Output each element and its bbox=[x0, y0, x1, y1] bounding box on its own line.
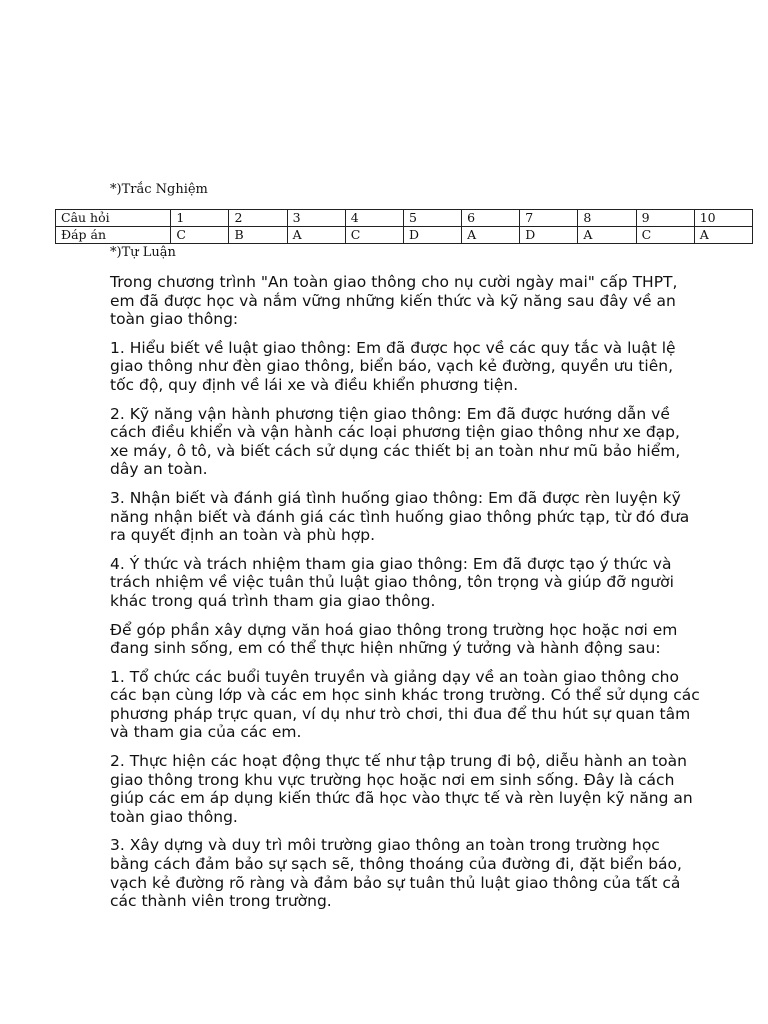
answer-letter: A bbox=[287, 227, 345, 244]
knowledge-item-3: 3. Nhận biết và đánh giá tình huống giao thông: Em đã được rèn luyện kỹ năng nhận biết và đánh giá các tình huống giao thông phức tạp, từ đó đưa ra quyết định an toàn và phù hợp. bbox=[110, 488, 690, 545]
question-number: 6 bbox=[462, 210, 520, 227]
question-number: 7 bbox=[520, 210, 578, 227]
row-label-cau-hoi: Câu hỏi bbox=[56, 210, 171, 227]
answer-letter: C bbox=[636, 227, 694, 244]
knowledge-item-2: 2. Kỹ năng vận hành phương tiện giao thông: Em đã được hướng dẫn về cách điều khiển và vận hành các loại phương tiện giao thông như xe đạp, xe máy, ô tô, và biết cách sử dụng các thiết bị an toàn như mũ bảo hiểm, dây an toàn. bbox=[110, 404, 681, 479]
question-number: 3 bbox=[287, 210, 345, 227]
question-number: 10 bbox=[694, 210, 752, 227]
action-item-2: 2. Thực hiện các hoạt động thực tế như tập trung đi bộ, diễu hành an toàn giao thông trong khu vực trường học hoặc nơi em sinh sống. Đây là cách giúp các em áp dụng kiến thức đã học vào thực tế và rèn luyện kỹ năng an toàn giao thông. bbox=[110, 752, 693, 826]
trac-nghiem-heading: *)Trắc Nghiệm bbox=[110, 182, 208, 197]
question-number: 4 bbox=[345, 210, 403, 227]
answer-letter: A bbox=[462, 227, 520, 244]
knowledge-item-4: 4. Ý thức và trách nhiệm tham gia giao thông: Em đã được tạo ý thức và trách nhiệm về việc tuân thủ luật giao thông, tôn trọng và giúp đỡ người khác trong quá trình tham gia giao thông. bbox=[110, 554, 674, 610]
question-number: 9 bbox=[636, 210, 694, 227]
culture-intro-paragraph: Để góp phần xây dựng văn hoá giao thông trong trường học hoặc nơi em đang sinh sống, em có thể thực hiện những ý tưởng và hành động sau: bbox=[110, 620, 678, 658]
tu-luan-heading: *)Tự Luận bbox=[110, 245, 176, 260]
answer-row bbox=[56, 227, 753, 244]
question-number: 2 bbox=[229, 210, 287, 227]
question-number: 8 bbox=[578, 210, 636, 227]
knowledge-item-1: 1. Hiểu biết về luật giao thông: Em đã được học về các quy tắc và luật lệ giao thông như đèn giao thông, biển báo, vạch kẻ đường, quyền ưu tiên, tốc độ, quy định về lái xe và điều khiển phương tiện. bbox=[110, 338, 676, 394]
answer-letter: B bbox=[229, 227, 287, 244]
answer-letter: D bbox=[403, 227, 461, 244]
intro-paragraph: Trong chương trình "An toàn giao thông cho nụ cười ngày mai" cấp THPT, em đã được học và nắm vững những kiến thức và kỹ năng sau đây về an toàn giao thông: bbox=[110, 273, 678, 329]
question-row bbox=[56, 210, 753, 227]
row-label-dap-an: Đáp án bbox=[56, 227, 171, 244]
answer-letter: A bbox=[578, 227, 636, 244]
answer-letter: D bbox=[520, 227, 578, 244]
action-item-3: 3. Xây dựng và duy trì môi trường giao thông an toàn trong trường học bằng cách đảm bảo sự sạch sẽ, thông thoáng của đường đi, đặt biển báo, vạch kẻ đường rõ ràng và đảm bảo sự tuân thủ luật giao thông của tất cả các thành viên trong trường. bbox=[110, 836, 682, 911]
answer-letter: C bbox=[171, 227, 229, 244]
question-number: 1 bbox=[171, 210, 229, 227]
action-item-1: 1. Tổ chức các buổi tuyên truyền và giảng dạy về an toàn giao thông cho các bạn cùng lớp và các em học sinh khác trong trường. Có thể sử dụng các phương pháp trực quan, ví dụ như trò chơi, thi đua để thu hút sự quan tâm và tham gia của các em. bbox=[110, 667, 700, 742]
question-number: 5 bbox=[403, 210, 461, 227]
answer-letter: A bbox=[694, 227, 752, 244]
essay-body bbox=[110, 273, 700, 921]
answer-letter: C bbox=[345, 227, 403, 244]
answer-table bbox=[55, 209, 753, 244]
